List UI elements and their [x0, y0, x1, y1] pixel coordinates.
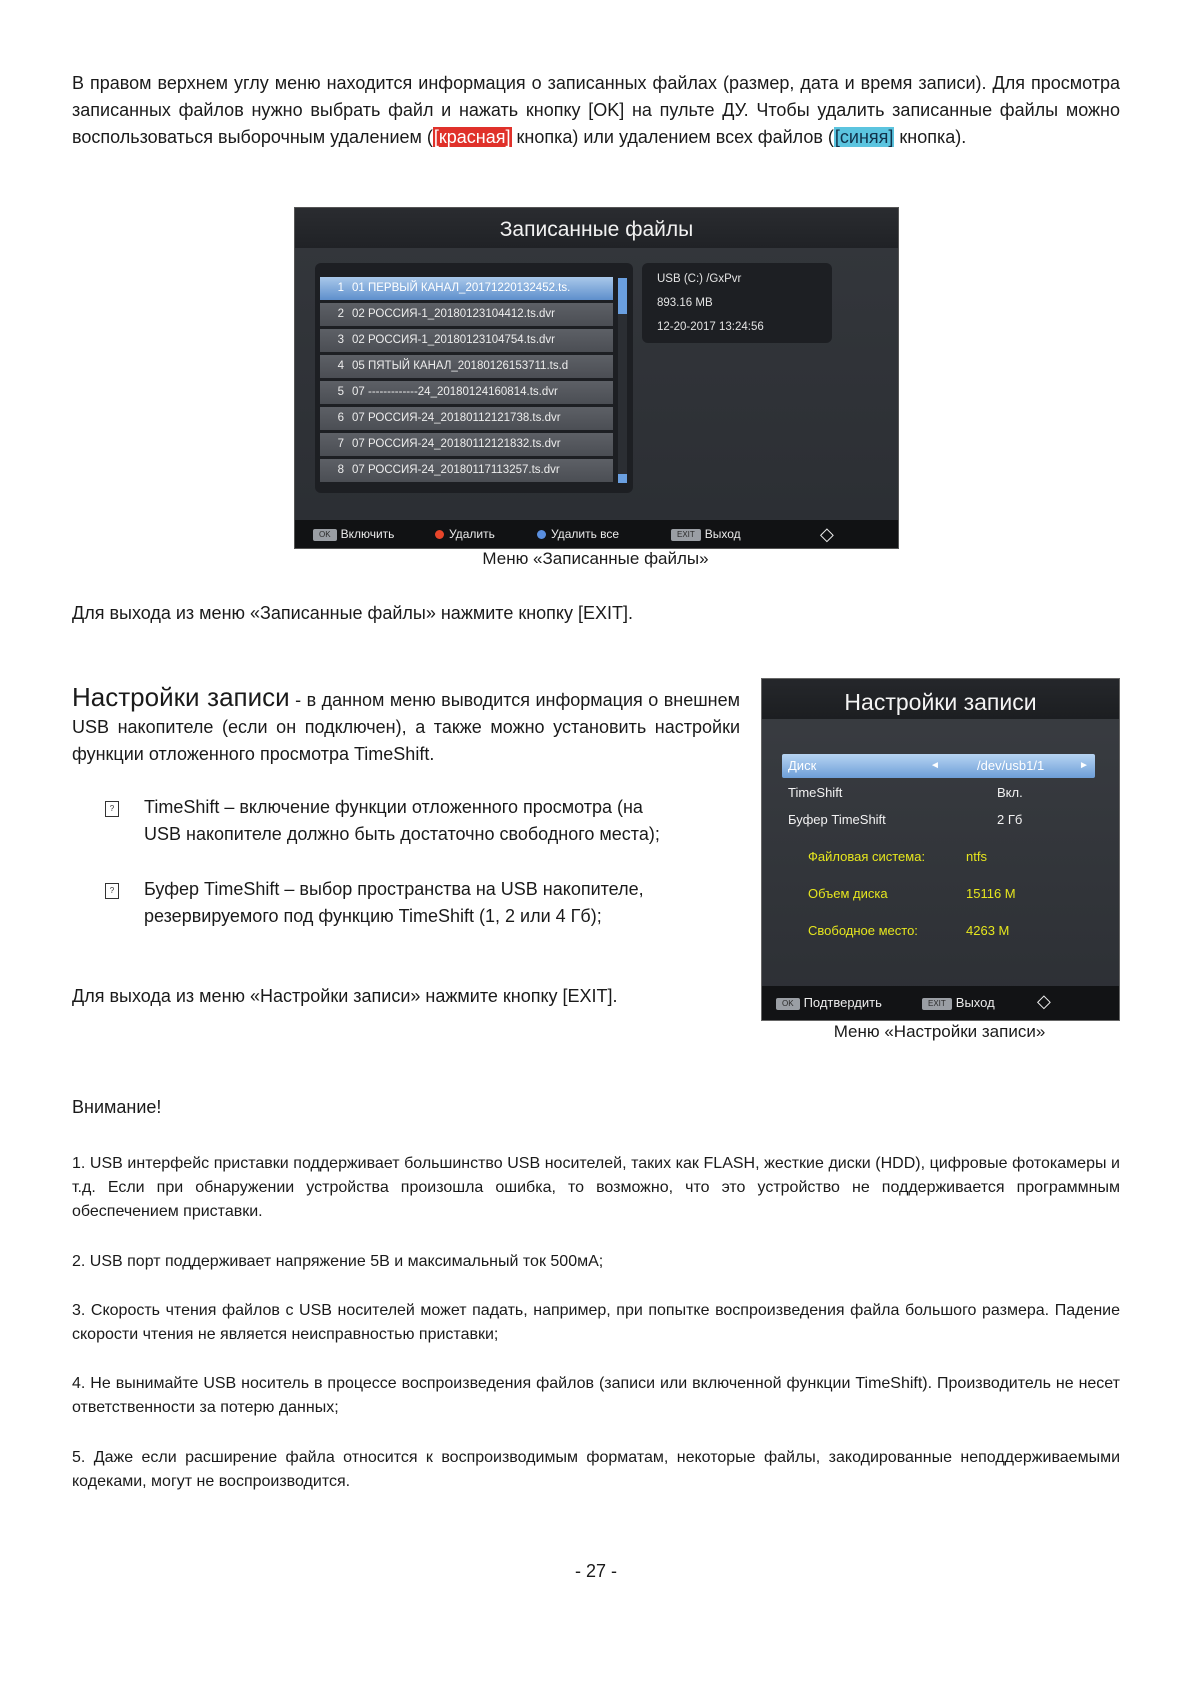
- settings-description: [72, 684, 740, 768]
- file-list: [315, 263, 633, 493]
- scrollbar[interactable]: [618, 278, 627, 483]
- screen-title: Настройки записи: [762, 679, 1119, 719]
- intro-text-middle: кнопка) или удалением всех файлов (: [511, 127, 834, 147]
- volume-label: Объем диска: [808, 886, 888, 901]
- timeshift-label[interactable]: TimeShift: [788, 785, 843, 800]
- file-datetime: 12-20-2017 13:24:56: [657, 321, 764, 333]
- attention-title: Внимание!: [72, 1097, 162, 1117]
- fs-label: Файловая система:: [808, 849, 926, 864]
- file-row[interactable]: 1 01 ПЕРВЫЙ КАНАЛ_20171220132452.ts.: [320, 277, 613, 300]
- exit-key-icon: EXIT: [671, 529, 701, 541]
- file-size: 893.16 MB: [657, 297, 713, 309]
- recording-settings-caption: Меню «Настройки записи»: [833, 1022, 1046, 1041]
- recorded-files-caption: Меню «Записанные файлы»: [482, 549, 709, 568]
- bullet-buffer: Буфер TimeShift – выбор пространства на USB накопителе, резервируемого под функцию TimeShift (1, 2 или 4 Гб);: [144, 879, 644, 926]
- settings-description-text: - в данном меню выводится информация о внешнем USB накопителе (если он подключен), а также можно установить настройки функции отложенного просмотра TimeShift.: [72, 690, 741, 764]
- file-row[interactable]: 7 07 РОССИЯ-24_20180112121832.ts.dvr: [320, 433, 613, 456]
- exit-hint[interactable]: EXIT Выход: [671, 520, 741, 548]
- free-label: Свободное место:: [808, 923, 918, 938]
- exit-files-text: Для выхода из меню «Записанные файлы» нажмите кнопку [EXIT].: [72, 603, 634, 623]
- attention-item: 3. Скорость чтения файлов с USB носителей может падать, например, при попытке воспроизведения файла большого размера. Падение скорости чтения не является неисправностью приставки;: [72, 1302, 1120, 1343]
- arrow-left-icon[interactable]: ◄: [930, 760, 940, 771]
- timeshift-value[interactable]: Вкл.: [997, 785, 1023, 800]
- screen-footer: [295, 520, 898, 548]
- ok-key-icon: OK: [313, 529, 337, 541]
- file-row[interactable]: 4 05 ПЯТЫЙ КАНАЛ_20180126153711.ts.d: [320, 355, 613, 378]
- navigation-arrows-icon: ◇: [820, 524, 834, 544]
- bullet-marker: ?: [105, 801, 119, 817]
- bullet-timeshift: TimeShift – включение функции отложенного просмотра (на USB накопителе должно быть достаточно свободного места);: [144, 797, 660, 844]
- attention-item: 5. Даже если расширение файла относится к воспроизводимым форматам, некоторые файлы, закодированные неподдерживаемыми кодеками, могут не воспроизводится.: [72, 1449, 1120, 1490]
- red-button-label: [красная]: [433, 127, 511, 147]
- file-path: USB (C:) /GxPvr: [657, 273, 742, 285]
- scrollbar-end: [618, 474, 627, 483]
- disk-selector[interactable]: [782, 754, 1095, 778]
- scrollbar-thumb[interactable]: [618, 278, 627, 314]
- screen-title: Записанные файлы: [295, 208, 898, 248]
- file-row[interactable]: 6 07 РОССИЯ-24_20180112121738.ts.dvr: [320, 407, 613, 430]
- ok-key-icon: OK: [776, 998, 800, 1010]
- fs-value: ntfs: [966, 849, 987, 864]
- arrow-right-icon[interactable]: ►: [1079, 760, 1089, 771]
- intro-text-end: кнопка).: [894, 127, 967, 147]
- file-row[interactable]: 3 02 РОССИЯ-1_20180123104754.ts.dvr: [320, 329, 613, 352]
- file-row[interactable]: 5 07 -------------24_20180124160814.ts.dvr: [320, 381, 613, 404]
- red-dot-icon: [435, 530, 444, 539]
- settings-heading: Настройки записи: [72, 682, 290, 712]
- exit-hint[interactable]: EXIT Выход: [922, 986, 995, 1020]
- buffer-value[interactable]: 2 Гб: [997, 812, 1023, 827]
- attention-item: 2. USB порт поддерживает напряжение 5В и максимальный ток 500мА;: [72, 1253, 604, 1270]
- delete-hint[interactable]: Удалить: [435, 520, 495, 548]
- recording-settings-screen: [761, 678, 1120, 1021]
- page-number: - 27 -: [574, 1561, 617, 1581]
- free-value: 4263 M: [966, 923, 1010, 938]
- blue-button-label: [синяя]: [834, 127, 894, 147]
- exit-key-icon: EXIT: [922, 998, 952, 1010]
- attention-item: 1. USB интерфейс приставки поддерживает большинство USB носителей, таких как FLASH, жесткие диски (HDD), цифровые фотокамеры и т.д. Если при обнаружении устройства произошла ошибка, то возможно, что это устройство не поддерживается программным обеспечением приставки.: [72, 1155, 1120, 1220]
- file-row[interactable]: 8 07 РОССИЯ-24_20180117113257.ts.dvr: [320, 459, 613, 482]
- recorded-files-screen: [294, 207, 899, 549]
- exit-settings-text: Для выхода из меню «Настройки записи» нажмите кнопку [EXIT].: [72, 986, 618, 1006]
- confirm-hint[interactable]: OK Подтвердить: [776, 986, 882, 1020]
- screen-footer: [762, 986, 1119, 1020]
- navigation-arrows-icon: ◇: [1037, 991, 1051, 1011]
- buffer-label[interactable]: Буфер TimeShift: [788, 812, 886, 827]
- disk-value: /dev/usb1/1: [977, 758, 1045, 773]
- disk-label: Диск: [788, 758, 817, 773]
- file-row[interactable]: 2 02 РОССИЯ-1_20180123104412.ts.dvr: [320, 303, 613, 326]
- volume-value: 15116 M: [966, 886, 1016, 901]
- intro-text: В правом верхнем углу меню находится информация о записанных файлах (размер, дата и время записи). Для просмотра записанных файлов нужно выбрать файл и нажать кнопку [OK] на пульте ДУ. Чтобы удалить записанные файлы можно воспользоваться выборочным удалением (: [72, 73, 1120, 147]
- attention-item: 4. Не вынимайте USB носитель в процессе воспроизведения файлов (записи или включенной функции TimeShift). Производитель не несет ответственности за потерю данных;: [72, 1375, 1120, 1416]
- delete-all-hint[interactable]: Удалить все: [537, 520, 619, 548]
- bullet-marker: ?: [105, 883, 119, 899]
- file-info-panel: [642, 263, 832, 343]
- play-hint[interactable]: OK Включить: [313, 520, 394, 548]
- intro-paragraph: [72, 70, 1120, 151]
- blue-dot-icon: [537, 530, 546, 539]
